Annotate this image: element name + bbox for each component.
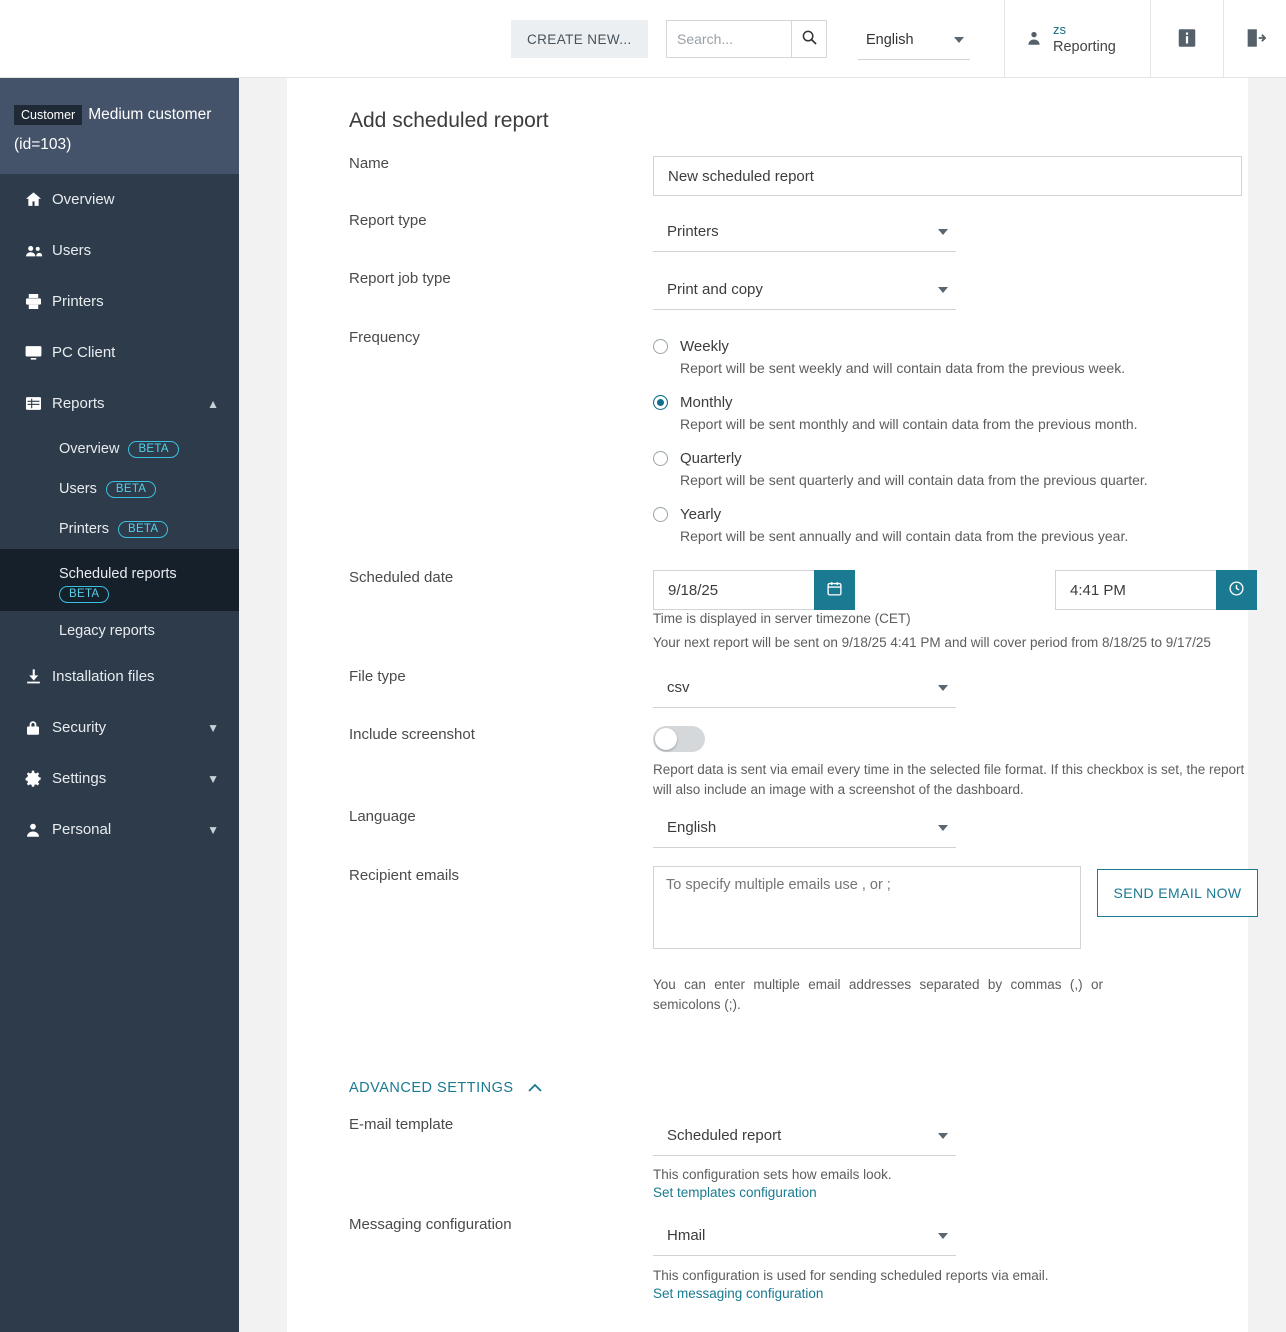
customer-id: (id=103) (14, 136, 72, 154)
clock-icon (1228, 580, 1245, 600)
beta-badge: BETA (59, 586, 109, 603)
next-report-note: Your next report will be sent on 9/18/25 4:41 PM and will cover period from 8/18/25 to 9/17/25 (653, 635, 1211, 650)
sidebar (0, 78, 239, 1332)
sidebar-subitem-reports-printers[interactable] (0, 509, 239, 549)
sidebar-item-label: Printers (52, 293, 104, 310)
gear-icon (24, 769, 52, 788)
messaging-config-note: This configuration is used for sending scheduled reports via email. (653, 1268, 1049, 1283)
person-icon (24, 821, 52, 839)
sidebar-subitem-label: Scheduled reports (59, 565, 177, 582)
report-type-value: Printers (667, 223, 719, 240)
toggle-knob (655, 728, 677, 750)
scheduled-date-input[interactable]: 9/18/25 (653, 570, 818, 610)
sidebar-item-label: Users (52, 242, 92, 259)
name-input[interactable]: New scheduled report (653, 156, 1242, 196)
chevron-up-icon: ▲ (207, 396, 219, 411)
advanced-settings-toggle[interactable] (349, 1080, 542, 1096)
set-messaging-configuration-link[interactable]: Set messaging configuration (653, 1286, 824, 1301)
frequency-option-quarterly[interactable] (653, 450, 1148, 488)
user-info (1053, 22, 1116, 56)
customer-badge: Customer (14, 105, 82, 125)
timezone-note: Time is displayed in server timezone (CET) (653, 611, 911, 626)
radio-quarterly[interactable] (653, 451, 668, 466)
sidebar-item-installation-files[interactable] (0, 651, 239, 702)
report-type-select[interactable] (653, 212, 956, 252)
frequency-option-desc: Report will be sent monthly and will contain data from the previous month. (680, 416, 1138, 432)
sidebar-item-settings[interactable] (0, 753, 239, 804)
sidebar-subitem-scheduled-reports[interactable] (0, 549, 239, 611)
recipient-note: You can enter multiple email addresses separated by commas (,) or semicolons (;). (653, 977, 1103, 1012)
email-template-select[interactable] (653, 1116, 956, 1156)
search-input[interactable] (666, 20, 791, 58)
radio-yearly[interactable] (653, 507, 668, 522)
scheduled-time-input[interactable]: 4:41 PM (1055, 570, 1222, 610)
page-title: Add scheduled report (349, 109, 549, 132)
chevron-down-icon (938, 287, 948, 293)
include-screenshot-note: Report data is sent via email every time in the selected file format. If this checkbox is set, the report will also include an image with a screenshot of the dashboard. (653, 762, 1245, 797)
chevron-down-icon (938, 685, 948, 691)
beta-badge: BETA (128, 441, 178, 458)
chevron-down-icon (938, 1133, 948, 1139)
customer-header (0, 78, 239, 174)
user-name: zs (1053, 21, 1066, 37)
sidebar-item-printers[interactable] (0, 276, 239, 327)
chevron-down-icon (938, 229, 948, 235)
sidebar-subitem-label: Printers (59, 521, 109, 537)
messaging-config-select[interactable] (653, 1216, 956, 1256)
recipient-emails-label: Recipient emails (349, 867, 460, 884)
language-select-value: English (866, 31, 914, 48)
search-button[interactable] (791, 20, 827, 58)
email-template-label: E-mail template (349, 1116, 454, 1133)
report-job-type-select[interactable] (653, 270, 956, 310)
lock-icon (24, 719, 52, 737)
sidebar-item-security[interactable] (0, 702, 239, 753)
logout-icon (1244, 27, 1266, 52)
reports-icon (24, 394, 52, 413)
set-templates-configuration-link[interactable]: Set templates configuration (653, 1185, 817, 1200)
frequency-option-desc: Report will be sent quarterly and will contain data from the previous quarter. (680, 472, 1148, 488)
file-type-select[interactable] (653, 668, 956, 708)
sidebar-subitem-legacy-reports[interactable] (0, 611, 239, 651)
report-job-type-value: Print and copy (667, 281, 763, 298)
language-value: English (667, 819, 717, 836)
send-email-now-button[interactable]: SEND EMAIL NOW (1097, 869, 1258, 917)
language-label: Language (349, 808, 416, 825)
radio-weekly[interactable] (653, 339, 668, 354)
radio-monthly[interactable] (653, 395, 668, 410)
home-icon (24, 190, 52, 209)
frequency-option-monthly[interactable] (653, 394, 1138, 432)
sidebar-item-pc-client[interactable] (0, 327, 239, 378)
frequency-option-desc: Report will be sent weekly and will contain data from the previous week. (680, 360, 1126, 376)
scheduled-date-label: Scheduled date (349, 569, 454, 586)
user-menu[interactable] (1004, 0, 1151, 78)
frequency-label: Frequency (349, 329, 420, 346)
sidebar-item-personal[interactable] (0, 804, 239, 855)
report-type-label: Report type (349, 212, 427, 229)
messaging-config-value: Hmail (667, 1227, 706, 1244)
frequency-option-label: Quarterly (680, 450, 742, 467)
messaging-config-label: Messaging configuration (349, 1216, 512, 1233)
sidebar-subitem-label: Users (59, 481, 97, 497)
file-type-label: File type (349, 668, 406, 685)
chevron-down-icon: ▼ (207, 720, 219, 735)
calendar-button[interactable] (814, 570, 855, 610)
sidebar-item-label: Reports (52, 395, 105, 412)
advanced-settings-label: ADVANCED SETTINGS (349, 1080, 514, 1096)
chevron-down-icon: ▼ (207, 771, 219, 786)
chevron-up-icon (528, 1080, 542, 1096)
customer-name: Medium customer (88, 106, 212, 123)
sidebar-subitem-label: Overview (59, 441, 120, 457)
frequency-option-yearly[interactable] (653, 506, 1128, 544)
main-content (239, 78, 1286, 1332)
language-select-form[interactable] (653, 808, 956, 848)
frequency-option-label: Yearly (680, 506, 722, 523)
file-type-value: csv (667, 679, 690, 696)
chevron-down-icon: ▼ (207, 822, 219, 837)
sidebar-item-label: Personal (52, 821, 112, 838)
download-icon (24, 667, 52, 686)
chevron-down-icon (954, 37, 964, 43)
logout-button[interactable] (1224, 0, 1286, 78)
include-screenshot-label: Include screenshot (349, 726, 475, 743)
sidebar-item-users[interactable] (0, 225, 239, 276)
sidebar-item-reports[interactable] (0, 378, 239, 429)
info-button[interactable] (1151, 0, 1224, 78)
email-template-note: This configuration sets how emails look. (653, 1167, 892, 1182)
info-icon (1176, 27, 1198, 52)
monitor-icon (24, 343, 52, 362)
frequency-option-label: Weekly (680, 338, 729, 355)
report-job-type-label: Report job type (349, 270, 451, 287)
search-icon (802, 30, 817, 48)
email-template-value: Scheduled report (667, 1127, 782, 1144)
name-label: Name (349, 155, 390, 172)
calendar-icon (826, 580, 843, 600)
frequency-option-desc: Report will be sent annually and will contain data from the previous year. (680, 528, 1129, 544)
users-icon (24, 241, 52, 261)
beta-badge: BETA (106, 481, 156, 498)
sidebar-subitem-label: Legacy reports (59, 623, 155, 639)
sidebar-item-label: Settings (52, 770, 107, 787)
sidebar-subitem-reports-users[interactable] (0, 469, 239, 509)
create-new-button[interactable]: CREATE NEW... (511, 20, 648, 58)
search-area (666, 20, 827, 58)
include-screenshot-toggle[interactable] (653, 726, 705, 752)
user-role: Reporting (1053, 39, 1116, 56)
sidebar-item-label: Security (52, 719, 107, 736)
frequency-option-weekly[interactable] (653, 338, 1125, 376)
language-select[interactable] (858, 20, 970, 60)
top-bar (0, 0, 1286, 78)
form-card (287, 78, 1248, 1332)
sidebar-item-overview[interactable] (0, 174, 239, 225)
frequency-option-label: Monthly (680, 394, 733, 411)
sidebar-item-label: Installation files (52, 668, 155, 685)
user-icon (1025, 29, 1043, 50)
sidebar-item-label: PC Client (52, 344, 116, 361)
sidebar-item-label: Overview (52, 191, 115, 208)
chevron-down-icon (938, 825, 948, 831)
recipient-emails-input[interactable] (653, 866, 1081, 949)
sidebar-subitem-reports-overview[interactable] (0, 429, 239, 469)
printer-icon (24, 292, 52, 311)
clock-button[interactable] (1216, 570, 1257, 610)
beta-badge: BETA (118, 521, 168, 538)
chevron-down-icon (938, 1233, 948, 1239)
